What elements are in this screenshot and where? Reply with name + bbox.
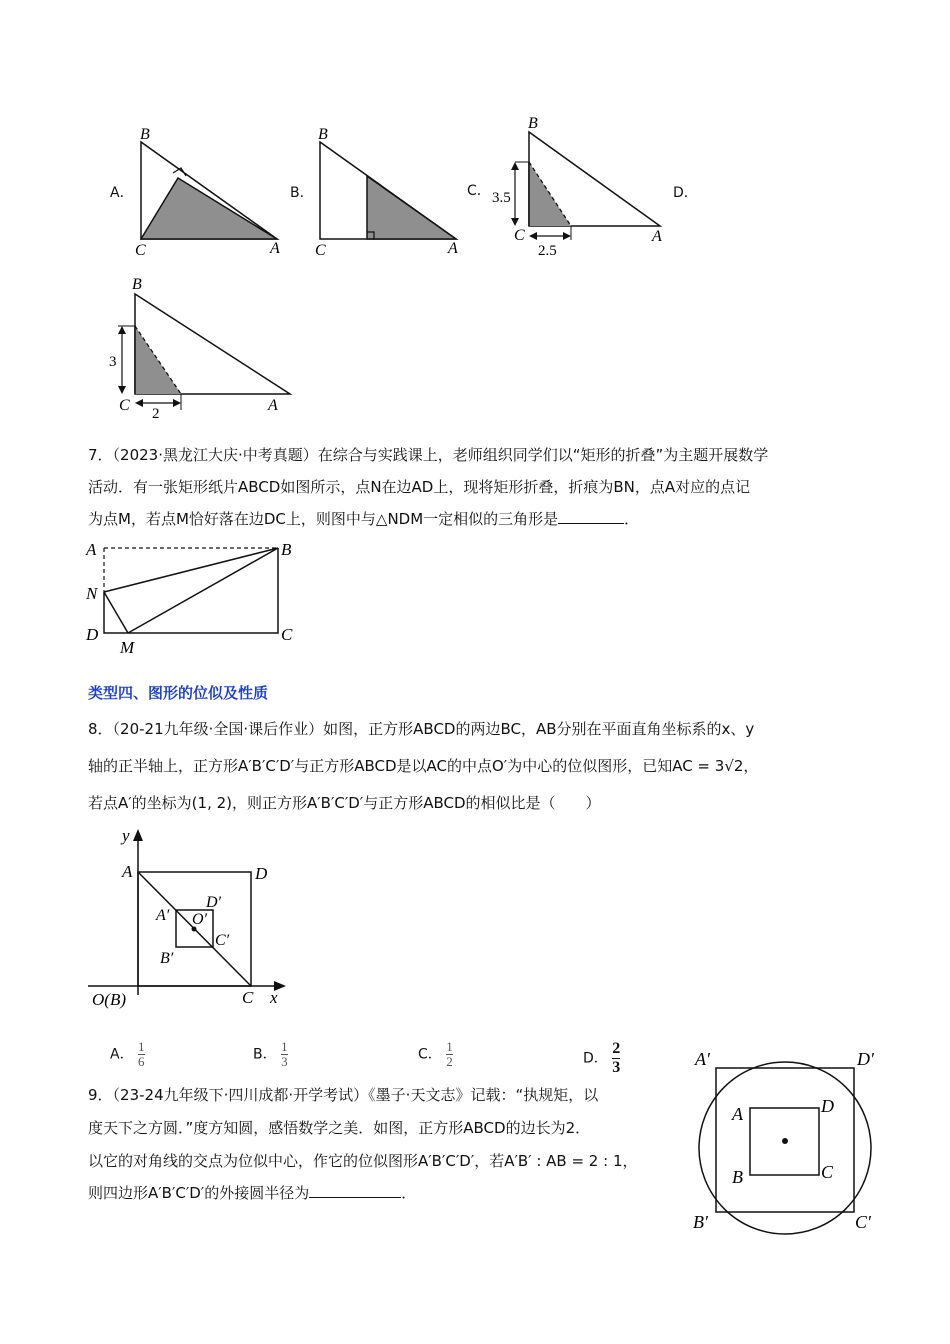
question-9-line-2: 度天下之方圆．”度方知圆，感悟数学之美．如图，正方形ABCD的边长为2． <box>88 1119 591 1137</box>
question-text: 在综合与实践课上，老师组织同学们以“矩形的折叠”为主题开展数学 <box>317 446 769 464</box>
label-d: D <box>86 625 99 644</box>
question-text: 为点M，若点M恰好落在边DC上，则图中与△NDM一定相似的三角形是 <box>88 510 559 528</box>
label-d: D <box>255 864 268 883</box>
label-c: C <box>119 397 130 414</box>
label-m: M <box>120 638 135 657</box>
label-a: A <box>86 540 97 559</box>
label-b: B <box>732 1167 743 1187</box>
question-8-line-2: 轴的正半轴上，正方形A′B′C′D′与正方形ABCD是以AC的中点O′为中心的位似图形，已知AC = 3√2， <box>88 757 759 775</box>
question-8 <box>88 718 754 740</box>
label-b: B <box>140 126 150 143</box>
label-n: N <box>86 584 98 603</box>
question-text: 《墨子·天文志》记载：“执规矩，以 <box>368 1086 599 1104</box>
label-c-prime: C′ <box>855 1212 871 1232</box>
question-number: 7． <box>88 446 113 464</box>
label-a: A <box>732 1104 743 1124</box>
option-c-label: C． <box>467 183 491 199</box>
label-a: A <box>448 240 458 257</box>
triangle-figure-b <box>310 120 470 260</box>
label-o-prime: O′ <box>192 911 208 928</box>
coordinate-figure <box>80 825 300 1010</box>
base-length: 2.5 <box>538 243 557 259</box>
base-length: 2 <box>152 406 160 420</box>
option-label: D． <box>583 1050 608 1067</box>
option-c[interactable] <box>418 1040 453 1069</box>
label-origin-b: O(B) <box>92 990 126 1009</box>
question-9-line-4 <box>88 1182 416 1204</box>
axis-y-label: y <box>122 826 130 845</box>
label-c: C <box>315 242 326 259</box>
axis-x-label: x <box>270 988 278 1007</box>
label-b: B <box>281 540 292 559</box>
question-7 <box>88 444 768 466</box>
fraction: $\frac{1}{6}$ <box>138 1039 145 1069</box>
option-label: C． <box>418 1046 442 1063</box>
option-b-label: B． <box>290 185 314 201</box>
question-number: 8． <box>88 720 113 738</box>
label-b-prime: B′ <box>160 950 174 967</box>
triangle-figure-a <box>130 120 290 260</box>
label-c: C <box>242 988 254 1007</box>
circle-squares-figure <box>685 1040 890 1240</box>
fraction: $\frac{1}{3}$ <box>281 1039 288 1069</box>
label-c: C <box>281 625 293 644</box>
option-b[interactable] <box>253 1040 288 1069</box>
question-source: （20-21九年级·全国·课后作业） <box>112 720 324 738</box>
question-number: 9． <box>88 1086 113 1104</box>
question-text: 如图，正方形ABCD的两边BC，AB分别在平面直角坐标系的x、y <box>323 720 755 738</box>
option-d-label: D． <box>673 185 698 201</box>
question-7-line-2: 活动．有一张矩形纸片ABCD如图所示，点N在边AD上，现将矩形折叠，折痕为BN，点A对应的点记 <box>88 478 751 496</box>
label-c: C <box>514 227 525 244</box>
answer-blank[interactable] <box>558 509 624 524</box>
section-heading: 类型四、图形的位似及性质 <box>88 684 269 702</box>
label-b-prime: B′ <box>693 1212 708 1232</box>
label-d-prime: D′ <box>206 894 222 911</box>
label-d-prime: D′ <box>857 1049 874 1069</box>
label-b: B <box>528 115 538 132</box>
question-source: （2023·黑龙江大庆·中考真题） <box>112 446 318 464</box>
label-d: D <box>821 1096 834 1116</box>
option-a-label: A． <box>110 185 134 201</box>
answer-blank[interactable] <box>309 1183 401 1198</box>
label-b: B <box>132 276 142 293</box>
option-label: B． <box>253 1046 277 1063</box>
period: ． <box>401 1184 417 1202</box>
option-label: A． <box>110 1046 134 1063</box>
option-a[interactable] <box>110 1040 145 1069</box>
question-source: （23-24九年级下·四川成都·开学考试） <box>112 1086 369 1104</box>
triangle-figure-d <box>100 270 300 420</box>
label-a: A <box>652 228 662 245</box>
label-b: B <box>318 126 328 143</box>
fraction: $\frac{2}{3}$ <box>612 1040 621 1076</box>
label-c: C <box>821 1162 834 1182</box>
label-c: C <box>135 242 146 259</box>
side-length: 3.5 <box>492 190 511 206</box>
label-a: A <box>268 397 278 414</box>
side-length: 3 <box>109 354 117 370</box>
triangle-figure-c <box>485 110 675 260</box>
option-d[interactable] <box>583 1040 620 1077</box>
period: ． <box>624 510 640 528</box>
question-text: 则四边形A′B′C′D′的外接圆半径为 <box>88 1184 310 1202</box>
label-a-prime: A′ <box>695 1049 710 1069</box>
label-a-prime: A′ <box>156 907 170 924</box>
question-8-line-3: 若点A′的坐标为(1, 2)，则正方形A′B′C′D′与正方形ABCD的相似比是（ ） <box>88 794 601 812</box>
label-c-prime: C′ <box>215 932 230 949</box>
question-7-line-3 <box>88 508 639 530</box>
fraction: $\frac{1}{2}$ <box>446 1039 453 1069</box>
question-9 <box>88 1084 598 1106</box>
label-a: A <box>122 862 133 881</box>
label-a: A <box>270 240 280 257</box>
question-9-line-3: 以它的对角线的交点为位似中心，作它的位似图形A′B′C′D′，若A′B′ : AB = 2 : 1， <box>88 1152 638 1170</box>
rectangle-fold-figure <box>80 535 310 660</box>
